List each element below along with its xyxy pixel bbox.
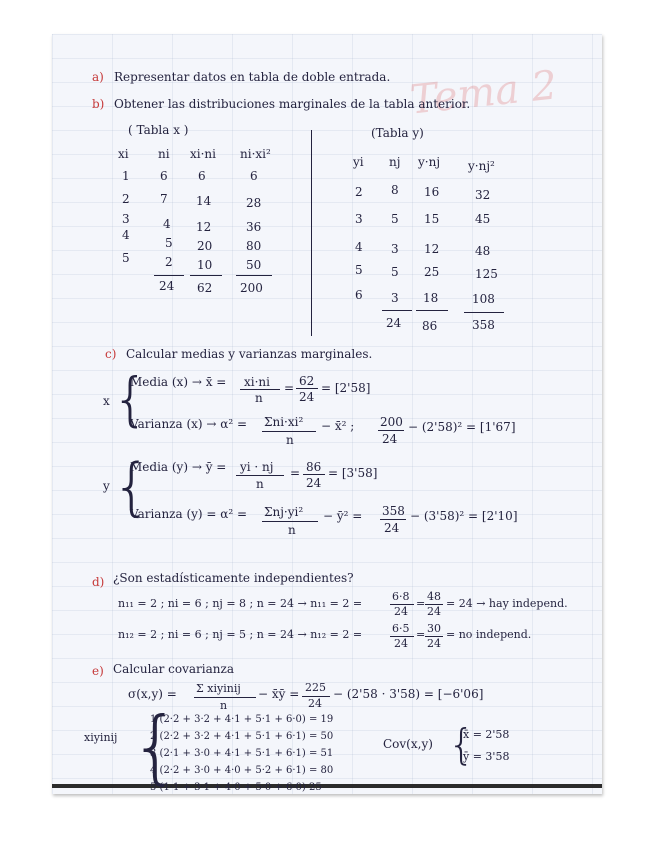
tabla-y-cell: 25 bbox=[424, 265, 440, 279]
item-b-label: b) bbox=[92, 97, 105, 111]
tabla-y-cell: 12 bbox=[424, 242, 440, 256]
tabla-y-header-yi: yi bbox=[353, 155, 364, 169]
tabla-y-cell: 45 bbox=[475, 212, 491, 226]
cov-formula-num: Σ xiyinij bbox=[196, 682, 241, 695]
tabla-x-header-xi: xi bbox=[118, 147, 129, 161]
var-x-num: Σni·xi² bbox=[264, 415, 304, 429]
tabla-y-cell: 125 bbox=[475, 267, 498, 281]
item-d-text: ¿Son estadísticamente independientes? bbox=[113, 571, 354, 585]
tabla-x-total-n: 24 bbox=[159, 279, 175, 293]
tabla-x-cell: 80 bbox=[246, 239, 262, 253]
tabla-y-cell: 18 bbox=[423, 291, 439, 305]
tabla-y-cell: 32 bbox=[475, 188, 491, 202]
indep-1-frac1-den: 24 bbox=[394, 605, 408, 618]
cov-sum-line: 5 (1·1 + 3·1 + 4·0 + 5·0 + 6·0) 25 bbox=[150, 782, 322, 793]
tabla-y-total-rule bbox=[382, 310, 412, 311]
media-y-fnum: 86 bbox=[306, 460, 322, 474]
tabla-x-total-rule bbox=[190, 275, 222, 276]
indep-1-frac2-num: 48 bbox=[427, 590, 441, 603]
tabla-y-cell: 16 bbox=[424, 185, 440, 199]
item-c-text: Calcular medias y varianzas marginales. bbox=[126, 347, 373, 361]
fraction-bar bbox=[194, 697, 256, 698]
cov-formula-result: − (2'58 · 3'58) = [−6'06] bbox=[333, 687, 484, 701]
indep-line-2: n₁₂ = 2 ; ni = 6 ; nj = 5 ; n = 24 → n₁₂ = 2 = bbox=[118, 628, 363, 641]
tabla-x-header-ni: ni bbox=[158, 147, 170, 161]
tabla-x-cell: 50 bbox=[246, 258, 262, 272]
brace-icon: { bbox=[448, 720, 475, 769]
cov-mean-y: ȳ = 3'58 bbox=[463, 750, 510, 763]
fraction-bar bbox=[236, 475, 284, 476]
var-y-tail: − ȳ² = bbox=[323, 509, 363, 523]
tabla-y-header-nj: nj bbox=[389, 155, 401, 169]
media-y-den: n bbox=[256, 477, 264, 491]
tabla-x-cell: 2 bbox=[165, 255, 173, 269]
item-c-label: c) bbox=[105, 347, 117, 361]
brace-icon: { bbox=[112, 450, 152, 523]
tabla-x-cell: 2 bbox=[122, 192, 130, 206]
tabla-y-cell: 3 bbox=[391, 242, 399, 256]
cov-formula-fnum: 225 bbox=[305, 681, 326, 694]
indep-line-1: n₁₁ = 2 ; ni = 6 ; nj = 8 ; n = 24 → n₁₁ = 2 = bbox=[118, 597, 363, 610]
tabla-y-cell: 5 bbox=[391, 265, 399, 279]
item-e-label: e) bbox=[92, 664, 104, 678]
tabla-x-total-nixi2: 200 bbox=[240, 281, 263, 295]
tabla-y-cell: 15 bbox=[424, 212, 440, 226]
tabla-y-cell: 3 bbox=[355, 212, 363, 226]
tabla-y-cell: 5 bbox=[391, 212, 399, 226]
fraction-bar bbox=[240, 389, 280, 390]
item-d-label: d) bbox=[92, 575, 105, 589]
media-y-lhs: Media (y) → ȳ = bbox=[130, 460, 227, 474]
var-x-lhs: Varianza (x) → α² = bbox=[130, 417, 248, 431]
media-y-eq: = bbox=[290, 466, 301, 480]
var-x-result: − (2'58)² = [1'67] bbox=[408, 420, 516, 434]
fraction-bar bbox=[378, 430, 404, 431]
fraction-bar bbox=[262, 431, 316, 432]
indep-2-frac1-num: 6·5 bbox=[392, 622, 410, 635]
var-y-result: − (3'58)² = [2'10] bbox=[410, 509, 518, 523]
fraction-bar bbox=[296, 388, 318, 389]
tabla-x-cell: 4 bbox=[122, 228, 130, 242]
cov-sum-line: 1 (2·2 + 3·2 + 4·1 + 5·1 + 6·0) = 19 bbox=[150, 714, 334, 725]
cov-formula-fden: 24 bbox=[308, 697, 322, 710]
var-x-letter: x bbox=[103, 394, 110, 408]
xiyinij-label: xiyinij bbox=[84, 731, 118, 744]
indep-2-result: = no independ. bbox=[446, 628, 532, 641]
tabla-y-cell: 8 bbox=[391, 183, 399, 197]
indep-2-frac2-num: 30 bbox=[427, 622, 441, 635]
item-a-text: Representar datos en tabla de doble entrada. bbox=[114, 70, 391, 84]
indep-1-frac1-num: 6·8 bbox=[392, 590, 410, 603]
media-x-fnum: 62 bbox=[299, 374, 315, 388]
cov-label: Cov(x,y) bbox=[383, 737, 433, 751]
var-y-fden: 24 bbox=[384, 521, 400, 535]
media-x-den: n bbox=[255, 391, 263, 405]
tabla-y-cell: 108 bbox=[472, 292, 495, 306]
media-y-num: yi · nj bbox=[240, 460, 274, 474]
tabla-x-total-rule bbox=[236, 275, 272, 276]
var-x-fden: 24 bbox=[382, 432, 398, 446]
tabla-y-total-n: 24 bbox=[386, 316, 402, 330]
var-x-tail: − x̄² ; bbox=[321, 419, 355, 433]
tabla-x-cell: 4 bbox=[163, 217, 171, 231]
item-a-label: a) bbox=[92, 70, 104, 84]
cov-formula-lhs: σ(x,y) = bbox=[128, 687, 177, 701]
var-y-den: n bbox=[288, 523, 296, 537]
watermark-heading: Tema 2 bbox=[407, 62, 560, 124]
cov-mean-x: x̄ = 2'58 bbox=[463, 728, 510, 741]
tabla-x-cell: 10 bbox=[197, 258, 213, 272]
media-x-eq: = bbox=[284, 381, 295, 395]
item-e-text: Calcular covarianza bbox=[113, 662, 234, 676]
tabla-y-total-rule bbox=[464, 312, 504, 313]
fraction-bar bbox=[262, 521, 318, 522]
tabla-x-total-xini: 62 bbox=[197, 281, 213, 295]
cov-formula-mid: − x̄ȳ = bbox=[258, 687, 300, 701]
tabla-y-total-ynj: 86 bbox=[422, 319, 438, 333]
cov-sum-line: 2 (2·2 + 3·2 + 4·1 + 5·1 + 6·1) = 50 bbox=[150, 731, 334, 742]
tabla-x-header-nixi2: ni·xi² bbox=[240, 147, 271, 161]
tabla-x-cell: 28 bbox=[246, 196, 262, 210]
tabla-x-title: ( Tabla x ) bbox=[128, 123, 189, 137]
var-y-lhs: Varianza (y) = α² = bbox=[130, 507, 248, 521]
fraction-bar bbox=[380, 519, 406, 520]
tabla-x-cell: 36 bbox=[246, 220, 262, 234]
tabla-x-cell: 6 bbox=[198, 169, 206, 183]
tabla-y-cell: 6 bbox=[355, 288, 363, 302]
tabla-x-cell: 7 bbox=[160, 192, 168, 206]
indep-2-eq: = bbox=[416, 628, 426, 641]
indep-1-eq: = bbox=[416, 597, 426, 610]
item-b-text: Obtener las distribuciones marginales de la tabla anterior. bbox=[114, 97, 471, 111]
tabla-x-cell: 5 bbox=[165, 236, 173, 250]
tabla-x-cell: 6 bbox=[160, 169, 168, 183]
tabla-x-cell: 5 bbox=[122, 251, 130, 265]
tabla-x-cell: 20 bbox=[197, 239, 213, 253]
tables-divider bbox=[311, 130, 312, 336]
tabla-x-cell: 1 bbox=[122, 169, 130, 183]
tabla-y-cell: 4 bbox=[355, 240, 363, 254]
media-y-fden: 24 bbox=[306, 476, 322, 490]
cov-sum-line: 4 (2·2 + 3·0 + 4·0 + 5·2 + 6·1) = 80 bbox=[150, 765, 334, 776]
tabla-x-header-xini: xi·ni bbox=[190, 147, 216, 161]
tabla-x-cell: 14 bbox=[196, 194, 212, 208]
var-x-fnum: 200 bbox=[380, 415, 403, 429]
brace-icon: { bbox=[130, 700, 181, 793]
tabla-y-title: (Tabla y) bbox=[371, 126, 424, 140]
media-x-result: = [2'58] bbox=[321, 381, 371, 395]
var-y-letter: y bbox=[103, 479, 110, 493]
tabla-y-cell: 2 bbox=[355, 185, 363, 199]
brace-icon: { bbox=[112, 365, 149, 433]
tabla-x-cell: 12 bbox=[196, 220, 212, 234]
tabla-y-cell: 48 bbox=[475, 244, 491, 258]
media-x-lhs: Media (x) → x̄ = bbox=[130, 375, 227, 389]
cov-formula-den: n bbox=[220, 699, 228, 712]
tabla-x-cell: 6 bbox=[250, 169, 258, 183]
var-y-num: Σnj·yi² bbox=[264, 505, 304, 519]
media-y-result: = [3'58] bbox=[328, 466, 378, 480]
tabla-x-total-rule bbox=[154, 275, 184, 276]
var-y-fnum: 358 bbox=[382, 504, 405, 518]
tabla-y-total-rule bbox=[416, 310, 448, 311]
media-x-num: xi·ni bbox=[244, 375, 270, 389]
tabla-x-cell: 3 bbox=[122, 212, 130, 226]
indep-2-frac1-den: 24 bbox=[394, 637, 408, 650]
indep-2-frac2-den: 24 bbox=[427, 637, 441, 650]
tabla-y-cell: 5 bbox=[355, 263, 363, 277]
var-x-den: n bbox=[286, 433, 294, 447]
media-x-fden: 24 bbox=[299, 390, 315, 404]
tabla-y-total-ynj2: 358 bbox=[472, 318, 495, 332]
cov-sum-line: 3 (2·1 + 3·0 + 4·1 + 5·1 + 6·1) = 51 bbox=[150, 748, 334, 759]
indep-1-frac2-den: 24 bbox=[427, 605, 441, 618]
fraction-bar bbox=[303, 474, 325, 475]
tabla-y-header-ynj2: y·nj² bbox=[468, 159, 495, 173]
tabla-y-header-ynj: y·nj bbox=[418, 155, 441, 169]
tabla-y-cell: 3 bbox=[391, 291, 399, 305]
indep-1-result: = 24 → hay independ. bbox=[446, 597, 568, 610]
